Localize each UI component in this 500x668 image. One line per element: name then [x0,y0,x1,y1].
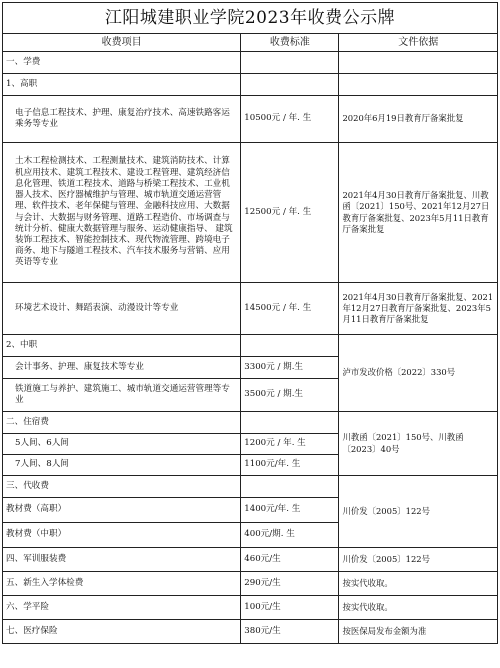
fee-cell: 3500元 / 期.生 [241,379,339,412]
section-insurance-medical: 七、医疗保险 [3,620,241,644]
header-standard: 收费标准 [241,34,339,52]
basis-cell: 2021年4月30日教育厅备案批复、川教函〔2021〕150号、2021年12月27日教育厅备案批复、2023年5月11日教育厅备案批复 [339,143,498,283]
basis-cell: 按实代收取。 [339,596,498,620]
basis-cell: 川教函〔2021〕150号、川教函〔2023〕40号 [339,412,498,476]
section-row [3,52,498,74]
basis-cell: 2020年6月19日教育厅备案批复 [339,96,498,143]
item-cell: 土木工程检测技术、工程测量技术、建筑消防技术、计算机应用技术、建筑工程技术、建设工程管理、建筑经济信息化管理、铁道工程技术、道路与桥梁工程技术、工业机器人技术、医疗器械维护与管理、城市轨道交通运营管理、软件技术、老年保健与管理、金融科技应用、大数据与会计、大数据与财务管理、道路工程造价、市场调查与统计分析、健康大数据管理与服务、运动健康指导、 建筑装饰工程技术、智能控制技术、现代物流管理、跨境电子商务、地下与隧道工程技术、汽车技术服务与营销、应用英语等专业 [3,143,241,283]
basis-cell: 川价发〔2005〕122号 [339,476,498,548]
section-tuition: 一、学费 [3,52,241,74]
table-row [3,572,498,596]
section-higher: 1、高职 [3,74,241,96]
page-title: 江阳城建职业学院2023年收费公示牌 [2,2,498,33]
fee-cell: 1400元/年. 生 [241,498,339,523]
section-row [3,476,498,498]
fee-table [2,33,498,644]
item-cell: 7人间、8人间 [3,455,241,476]
fee-cell: 100元/生 [241,596,339,620]
fee-cell: 14500元 / 年. 生 [241,283,339,335]
table-row [3,143,498,283]
basis-cell: 2021年4月30日教育厅备案批复、2021年12月27日教育厅备案批复、2023年5月11日教育厅备案批复 [339,283,498,335]
basis-cell: 按实代收取。 [339,572,498,596]
item-cell: 教材费（中职） [3,523,241,548]
section-row [3,335,498,357]
fee-cell: 10500元 / 年. 生 [241,96,339,143]
header-basis: 文件依据 [339,34,498,52]
fee-cell: 400元/期. 生 [241,523,339,548]
basis-cell: 川价发〔2005〕122号 [339,548,498,572]
fee-cell: 290元/生 [241,572,339,596]
item-cell: 环境艺术设计、舞蹈表演、动漫设计等专业 [3,283,241,335]
fee-cell: 12500元 / 年. 生 [241,143,339,283]
table-row [3,283,498,335]
section-row [3,74,498,96]
section-lodging: 二、住宿费 [3,412,241,434]
item-cell: 会计事务、护理、康复技术等专业 [3,357,241,379]
fee-cell: 1100元/年. 生 [241,455,339,476]
fee-cell: 3300元 / 期.生 [241,357,339,379]
table-row [3,620,498,644]
table-row [3,548,498,572]
table-row [3,96,498,143]
item-cell: 教材费（高职） [3,498,241,523]
section-insurance-accident: 六、学平险 [3,596,241,620]
fee-cell: 380元/生 [241,620,339,644]
section-secondary: 2、中职 [3,335,241,357]
item-cell: 5人间、6人间 [3,434,241,455]
section-medical: 五、新生入学体检费 [3,572,241,596]
item-cell: 电子信息工程技术、护理、康复治疗技术、高速铁路客运乘务等专业 [3,96,241,143]
fee-notice-sheet [2,2,498,644]
basis-cell: 按医保局发布金额为准 [339,620,498,644]
table-header-row [3,34,498,52]
header-item: 收费项目 [3,34,241,52]
section-row [3,412,498,434]
item-cell: 铁道施工与养护、建筑施工、城市轨道交通运营管理等专业 [3,379,241,412]
section-uniform: 四、军训服装费 [3,548,241,572]
basis-cell: 泸市发改价格〔2022〕330号 [339,335,498,412]
fee-cell: 460元/生 [241,548,339,572]
table-row [3,596,498,620]
fee-cell: 1200元 / 年. 生 [241,434,339,455]
section-textbook: 三、代收费 [3,476,241,498]
